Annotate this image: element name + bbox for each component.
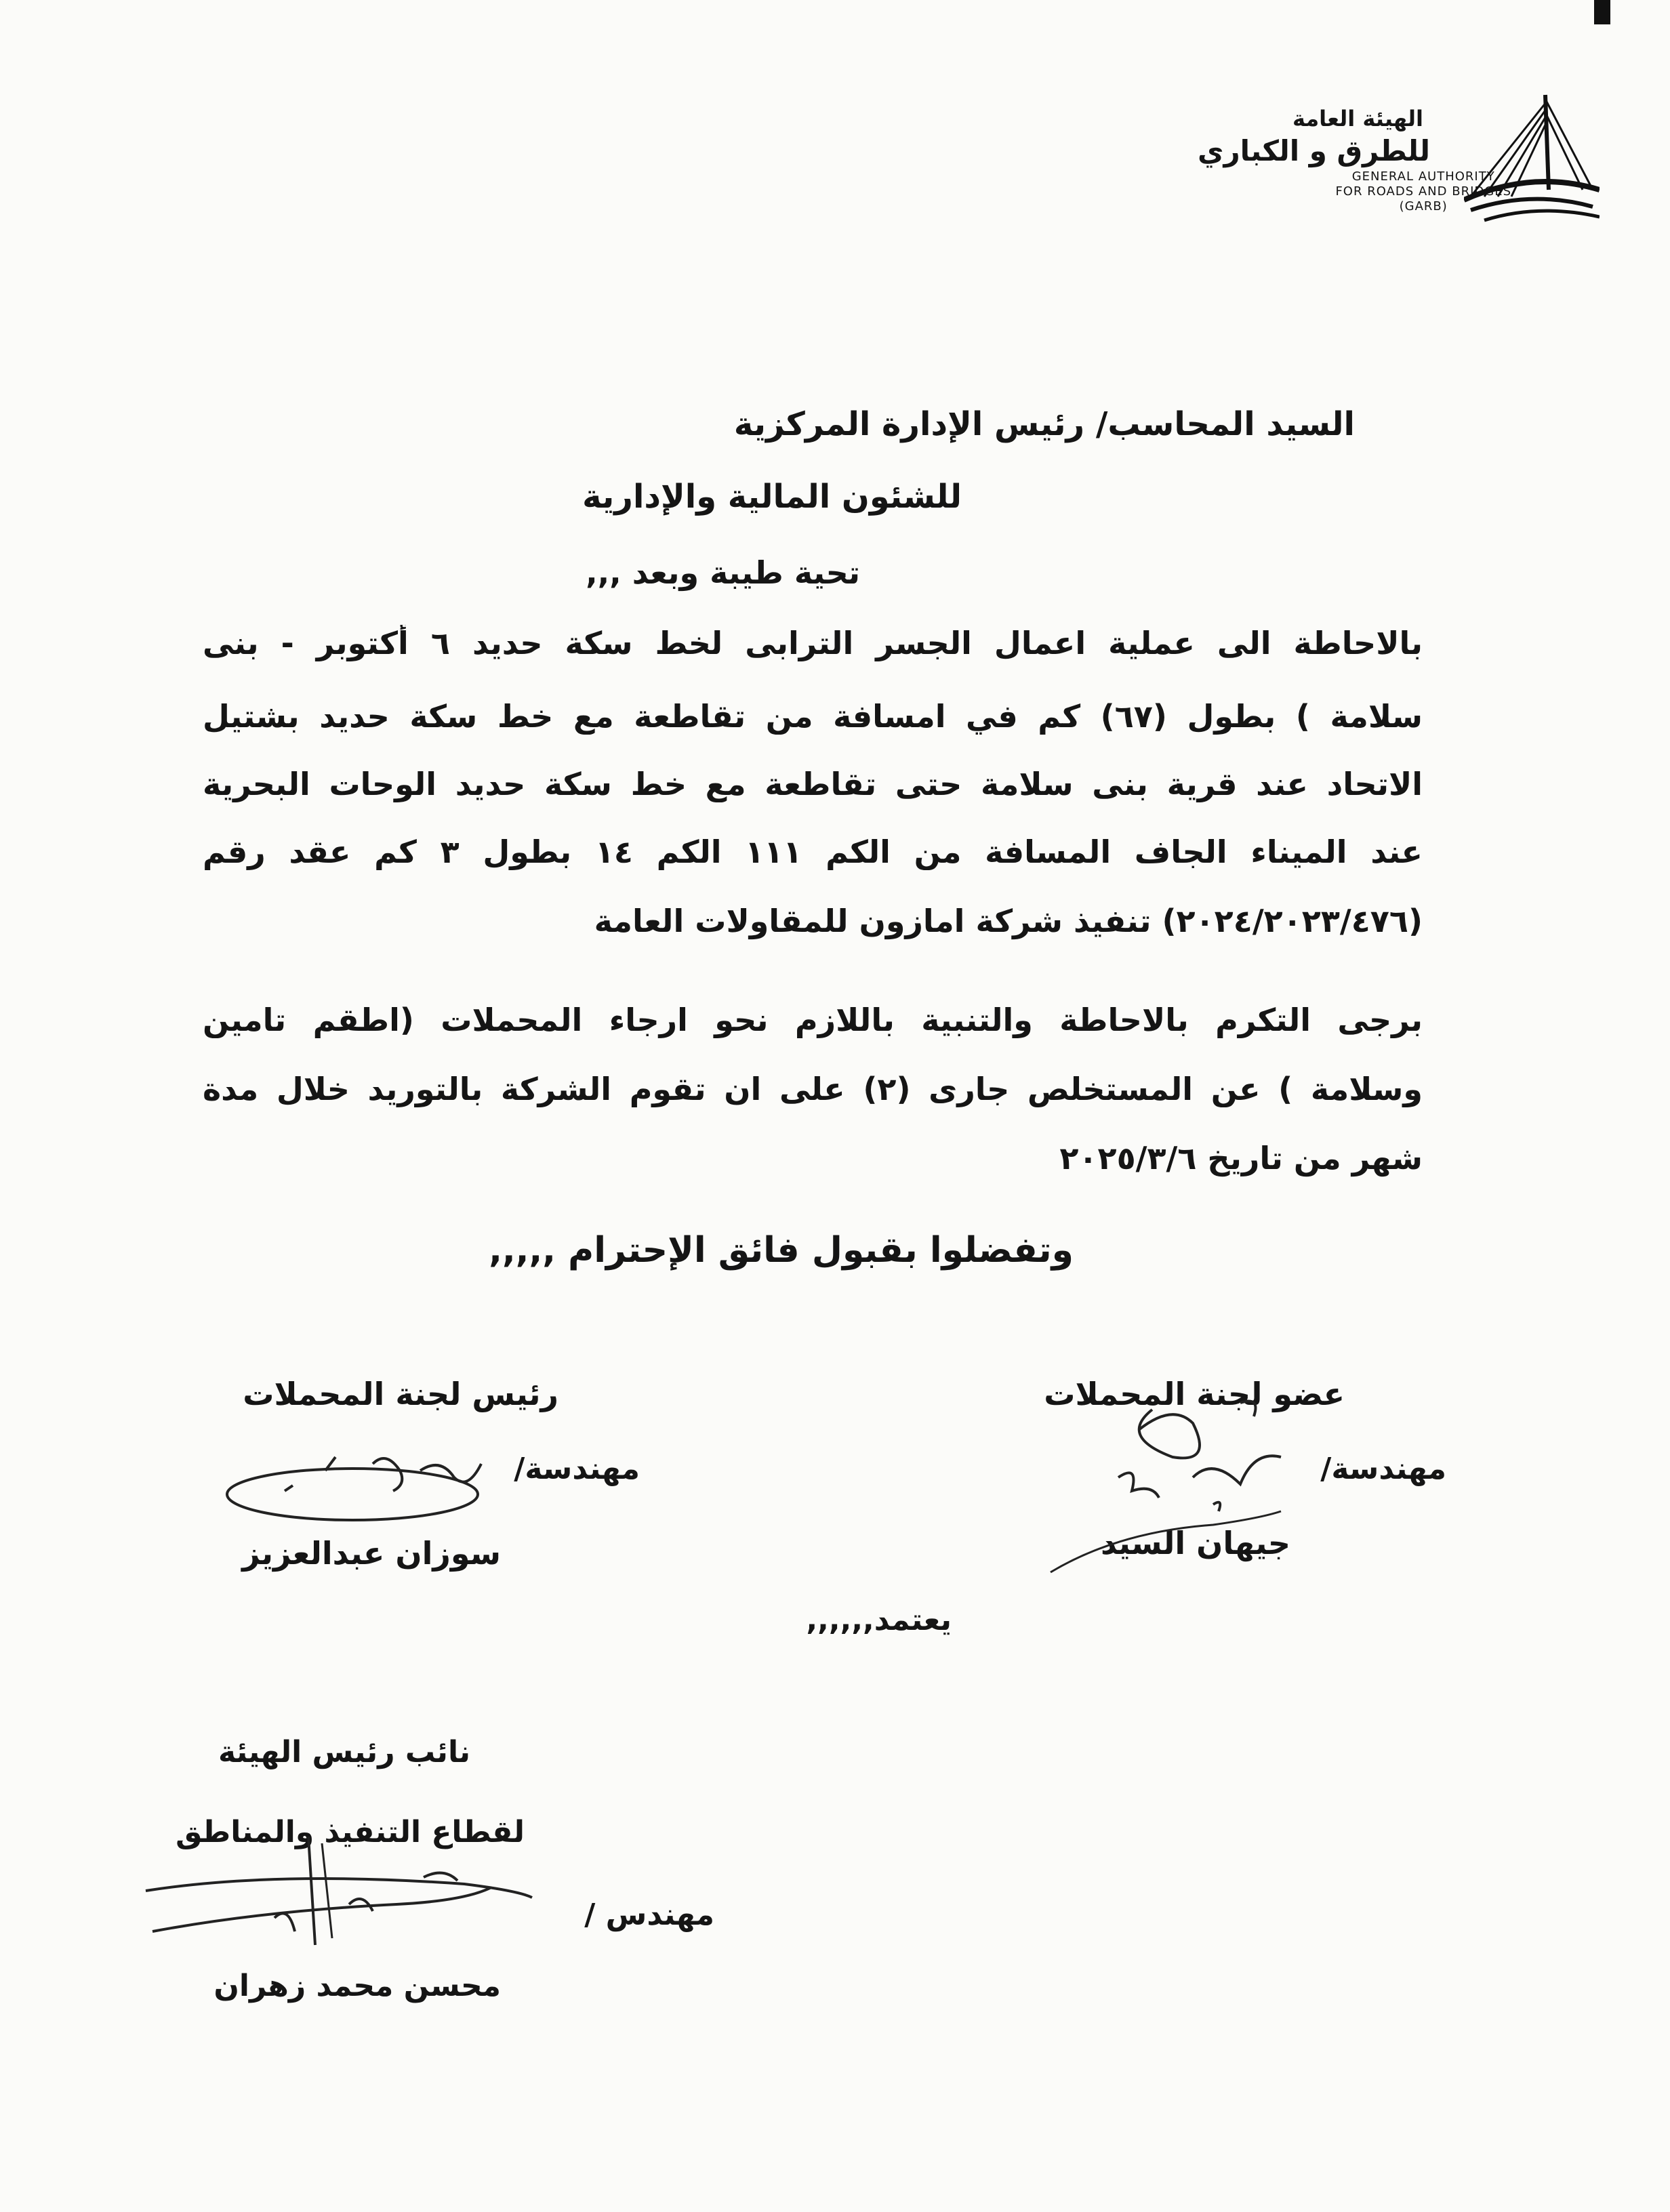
approval-name: محسن محمد زهران xyxy=(213,1969,501,2003)
logo-english-line-1: GENERAL AUTHORITY xyxy=(1351,169,1495,184)
paragraph-2-line-2: وسلامة ) عن المستخلص جارى (٢) على ان تقوم الشركة بالتوريد خلال مدة xyxy=(203,1071,1423,1107)
logo-english-line-2: FOR ROADS AND BRIDGES xyxy=(1335,184,1511,199)
approval-prefix: مهندس / xyxy=(584,1898,714,1932)
bridge-logo-icon xyxy=(1464,88,1600,224)
paragraph-1-line-4: عند الميناء الجاف المسافة من الكم ١١١ الكم ١٤ بطول ٣ كم عقد رقم xyxy=(203,834,1423,870)
authority-logo-block xyxy=(1197,81,1600,230)
member-title: عضو لجنة المحملات xyxy=(1044,1376,1345,1412)
member-prefix: مهندسة/ xyxy=(1320,1452,1446,1486)
approval-title-line-2: لقطاع التنفيذ والمناطق xyxy=(176,1815,525,1849)
logo-english-line-3: (GARB) xyxy=(1399,199,1448,213)
paragraph-1-line-5: (٢٠٢٤/٢٠٢٣/٤٧٦) تنفيذ شركة امازون للمقاولات العامة xyxy=(594,903,1423,939)
chair-signature xyxy=(217,1443,502,1532)
scan-edge-mark xyxy=(1594,0,1610,24)
paragraph-1-line-1: بالاحاطة الى عملية اعمال الجسر الترابى لخط سكة حديد ٦ أكتوبر - بنى xyxy=(203,625,1423,661)
approval-signature xyxy=(139,1830,539,1959)
logo-arabic-line-1: الهيئة العامة xyxy=(1292,106,1423,131)
logo-arabic-line-2: للطرق و الكباري xyxy=(1197,134,1430,167)
chair-name: سوزان عبدالعزيز xyxy=(242,1535,501,1572)
paragraph-2-line-1: برجى التكرم بالاحاطة والتنبية باللازم نحو ارجاء المحملات (اطقم تامين xyxy=(203,1002,1423,1038)
chair-title: رئيس لجنة المحملات xyxy=(243,1376,558,1412)
closing-text: وتفضلوا بقبول فائق الإحترام ,,,,, xyxy=(489,1230,1074,1271)
greeting-text: تحية طيبة وبعد ,,, xyxy=(586,554,860,591)
paragraph-1-line-2: سلامة ) بطول (٦٧) كم في امسافة من تقاطعة مع خط سكة حديد بشتيل xyxy=(203,698,1423,735)
paragraph-2-line-3: شهر من تاريخ ٢٠٢٥/٣/٦ xyxy=(1059,1140,1423,1176)
paragraph-1-line-3: الاتحاد عند قرية بنى سلامة حتى تقاطعة مع خط سكة حديد الوحات البحرية xyxy=(203,766,1423,802)
member-signature xyxy=(1037,1382,1335,1579)
approval-label: يعتمد,,,,,, xyxy=(806,1603,952,1637)
chair-prefix: مهندسة/ xyxy=(514,1452,640,1486)
addressee-line-1: السيد المحاسب/ رئيس الإدارة المركزية xyxy=(733,405,1355,443)
member-name: جيهان السيد xyxy=(1100,1525,1290,1561)
addressee-line-2: للشئون المالية والإدارية xyxy=(582,478,962,516)
approval-title-line-1: نائب رئيس الهيئة xyxy=(218,1735,470,1769)
